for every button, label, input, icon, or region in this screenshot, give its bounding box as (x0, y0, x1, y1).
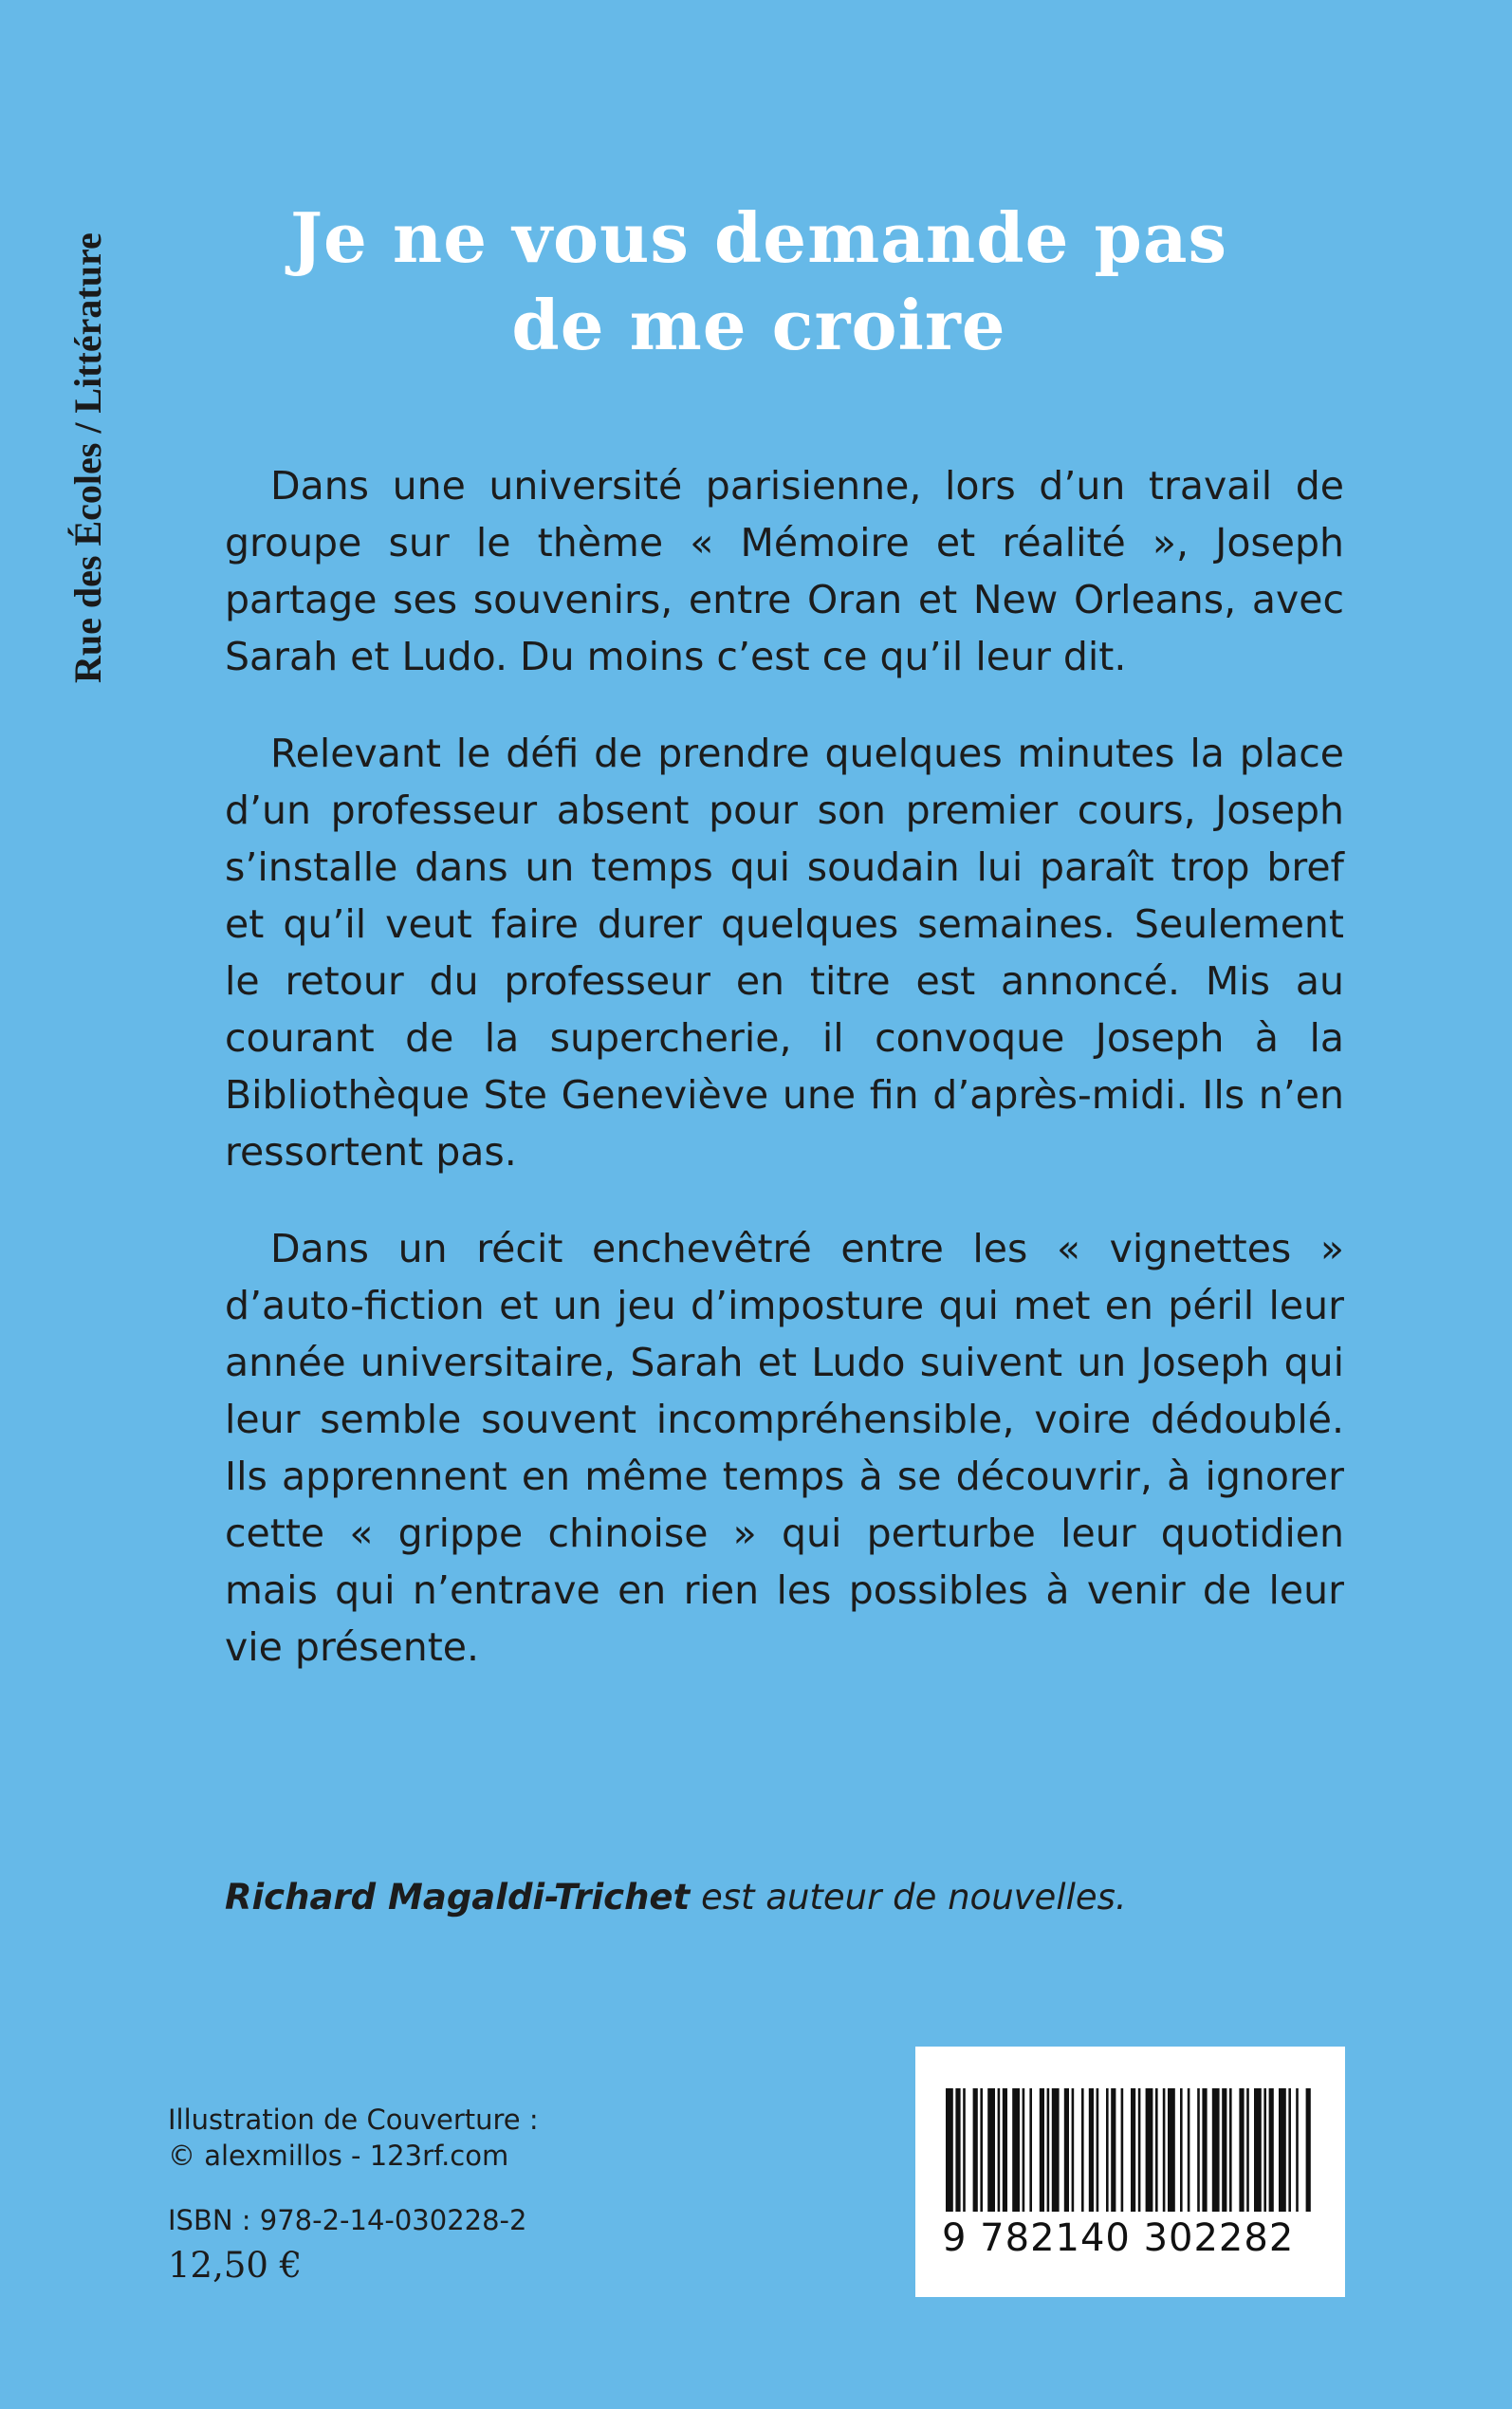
author-name: Richard Magaldi-Trichet (225, 1877, 691, 1918)
illustration-credit: © alexmillos - 123rf.com (168, 2140, 509, 2172)
blurb-paragraph-2: Relevant le défi de prendre quelques minutes la place d’un professeur absent pour son premier cours, Joseph s’installe dans un temps qui soudain lui paraît trop bref et qu’il veut faire durer quelques semaines. Seulement le retour du professeur en titre est annoncé. Mis au courant de la supercherie, il convoque Joseph à la Bibliothèque Ste Geneviève une fin d’après-midi. Ils n’en ressortent pas. (225, 731, 1344, 1175)
isbn: ISBN : 978-2-14-030228-2 (168, 2204, 527, 2236)
author-note (225, 1874, 1363, 1921)
barcode-icon (946, 2088, 1316, 2212)
title-line-1: Je ne vous demande pas (289, 197, 1228, 278)
title-line-2: de me croire (511, 285, 1006, 365)
barcode-digits: 9 782140 302282 (942, 2216, 1295, 2260)
barcode-box (915, 2047, 1345, 2297)
credits-block (168, 2102, 832, 2289)
illustration-label: Illustration de Couverture : (168, 2103, 539, 2136)
blurb-paragraph-1: Dans une université parisienne, lors d’un travail de groupe sur le thème « Mémoire et réalité », Joseph partage ses souvenirs, entre Oran et New Orleans, avec Sarah et Ludo. Du moins c’est ce qu’il leur dit. (225, 463, 1344, 679)
price: 12,50 € (168, 2245, 303, 2286)
book-title (142, 195, 1375, 369)
blurb-paragraph-3: Dans un récit enchevêtré entre les « vignettes » d’auto-fiction et un jeu d’imposture qui met en péril leur année universitaire, Sarah et Ludo suivent un Joseph qui leur semble souvent incompréhensible, voire dédoublé. Ils apprennent en même temps à se découvrir, à ignorer cette « grippe chinoise » qui perturbe leur quotidien mais qui n’entrave en rien les possibles à venir de leur vie présente. (225, 1226, 1344, 1670)
blurb (225, 457, 1344, 1715)
spine-collection-label: Rue des Écoles / Littérature (66, 232, 109, 683)
author-bio: est auteur de nouvelles. (690, 1877, 1127, 1918)
